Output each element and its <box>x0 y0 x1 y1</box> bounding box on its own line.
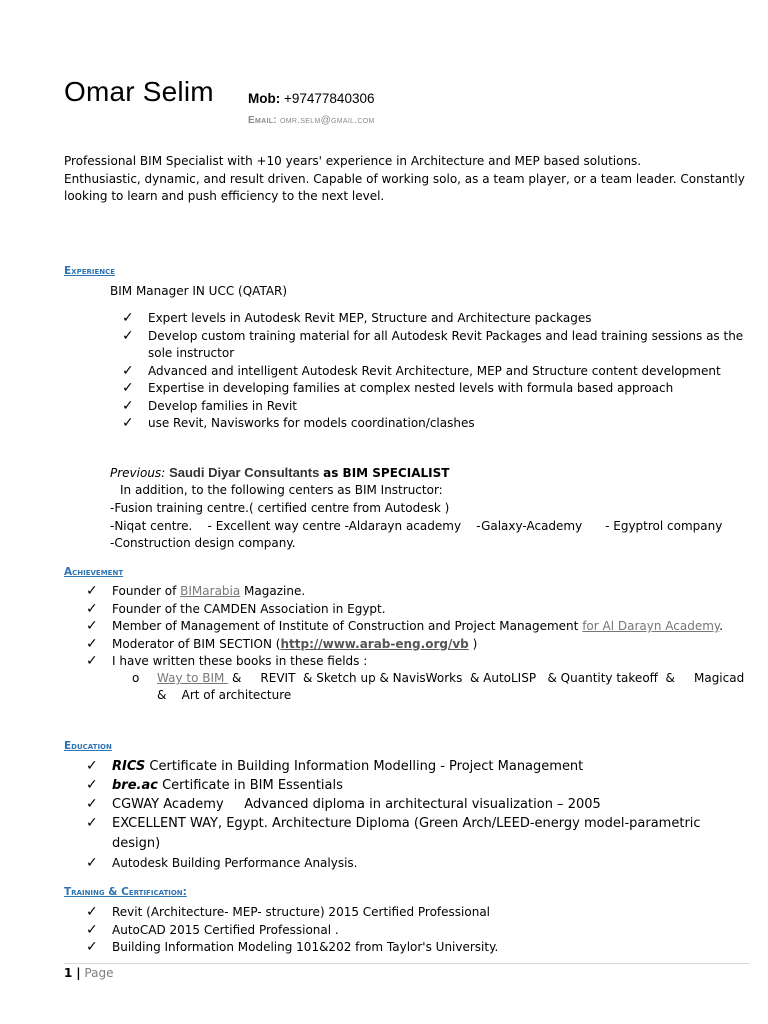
list-item: ✓ Advanced and intelligent Autodesk Revit Architecture, MEP and Structure content development <box>122 362 721 379</box>
mobile-label: Mob: <box>248 91 281 106</box>
list-item: ✓ I have written these books in these fields : <box>86 653 368 669</box>
previous-position <box>110 464 449 483</box>
list-item: ✓ Founder of the CAMDEN Association in Egypt. <box>86 600 386 617</box>
checkmark-icon: ✓ <box>122 415 134 431</box>
checkmark-icon: ✓ <box>122 380 134 396</box>
list-item: ✓ CGWAY Academy Advanced diploma in architectural visualization – 2005 <box>86 796 601 812</box>
centers-line: -Construction design company. <box>110 536 296 550</box>
books-line-2: & Art of architecture <box>157 688 292 702</box>
checkmark-icon: ✓ <box>86 939 98 955</box>
page-word: Page <box>84 966 114 980</box>
instructor-centers <box>110 500 722 553</box>
previous-role: as BIM SPECIALIST <box>323 466 450 480</box>
checkmark-icon: ✓ <box>86 855 98 871</box>
checkmark-icon: ✓ <box>86 777 98 793</box>
aldarayn-link[interactable]: for Al Darayn Academy <box>582 619 720 633</box>
education-bullets <box>86 757 701 873</box>
checkmark-icon: ✓ <box>122 362 134 379</box>
candidate-name: Omar Selim <box>64 76 214 107</box>
list-item: ✓ use Revit, Navisworks for models coordination/clashes <box>122 415 475 431</box>
way-to-bim-link[interactable]: Way to BIM <box>157 671 229 685</box>
education-heading: Education <box>64 740 112 752</box>
instructor-line: In addition, to the following centers as BIM Instructor: <box>120 483 443 497</box>
list-item: ✓ Building Information Modeling 101&202 from Taylor's University. <box>86 939 499 955</box>
footer-divider <box>64 963 750 964</box>
summary-line: Enthusiastic, dynamic, and result driven. Capable of working solo, as a team player, or a team leader. Constantly <box>64 171 745 186</box>
list-item: ✓ Develop custom training material for all Autodesk Revit Packages and lead training sessions as the <box>122 327 744 344</box>
checkmark-icon: ✓ <box>122 310 134 326</box>
mobile-value: +97477840306 <box>284 91 375 106</box>
experience-bullets <box>122 310 743 433</box>
mobile-line <box>248 91 374 106</box>
checkmark-icon: ✓ <box>86 758 98 774</box>
checkmark-icon: ✓ <box>86 904 98 920</box>
achievement-bullets <box>86 583 723 671</box>
training-bullets <box>86 904 498 957</box>
bimarabia-link[interactable]: BIMarabia <box>180 584 241 598</box>
professional-summary <box>64 153 745 206</box>
list-item: ✓ Moderator of BIM SECTION (http://www.arab-eng.org/vb ) <box>86 635 478 652</box>
list-item: ✓ RICS Certificate in Building Information Modelling - Project Management <box>86 758 584 774</box>
summary-line: looking to learn and push efficiency to the next level. <box>64 189 385 203</box>
achievement-heading: Achievement <box>64 566 124 578</box>
list-item-continuation: sole instructor <box>148 346 235 360</box>
list-item: ✓ Expertise in developing families at complex nested levels with formula based approach <box>122 380 674 396</box>
page-footer <box>64 966 113 980</box>
list-item: ✓ AutoCAD 2015 Certified Professional . <box>86 921 339 938</box>
checkmark-icon: ✓ <box>86 600 98 617</box>
checkmark-icon: ✓ <box>86 635 98 652</box>
list-item: ✓ Member of Management of Institute of Construction and Project Management for Al Darayn Academy. <box>86 618 724 634</box>
list-item: ✓ Expert levels in Autodesk Revit MEP, Structure and Architecture packages <box>122 310 592 326</box>
checkmark-icon: ✓ <box>86 583 98 599</box>
checkmark-icon: ✓ <box>86 815 98 831</box>
page-number: 1 <box>64 966 73 980</box>
list-item: ✓ EXCELLENT WAY, Egypt. Architecture Diploma (Green Arch/LEED-energy model-parametric <box>86 815 701 831</box>
summary-line: Professional BIM Specialist with +10 years' experience in Architecture and MEP based solutions. <box>64 154 642 168</box>
centers-line: -Fusion training centre.( certified centre from Autodesk ) <box>110 501 450 515</box>
checkmark-icon: ✓ <box>86 653 98 669</box>
experience-role: BIM Manager IN UCC (QATAR) <box>110 284 288 298</box>
email-line <box>248 115 375 126</box>
sub-bullet-marker: o <box>132 671 140 685</box>
arab-eng-link[interactable]: http://www.arab-eng.org/vb <box>280 636 469 651</box>
email-value: omr.selm@gmail.com <box>280 115 375 126</box>
list-item: ✓ bre.ac Certificate in BIM Essentials <box>86 777 343 793</box>
previous-label: Previous: <box>110 466 166 480</box>
list-item: ✓ Founder of BIMarabia Magazine. <box>86 583 306 599</box>
previous-company: Saudi Diyar Consultants <box>169 465 320 480</box>
checkmark-icon: ✓ <box>122 327 134 344</box>
books-line: Way to BIM & REVIT & Sketch up & NavisWorks & AutoLISP & Quantity takeoff & Magicad <box>157 671 745 685</box>
list-item: ✓ Revit (Architecture- MEP- structure) 2015 Certified Professional <box>86 904 491 920</box>
list-item-continuation: design) <box>112 836 161 851</box>
page-separator: | <box>76 966 81 980</box>
checkmark-icon: ✓ <box>122 397 134 414</box>
list-item: ✓ Autodesk Building Performance Analysis. <box>86 855 358 871</box>
email-label: Email: <box>248 115 277 126</box>
checkmark-icon: ✓ <box>86 796 98 812</box>
checkmark-icon: ✓ <box>86 618 98 634</box>
experience-heading: Experience <box>64 265 116 277</box>
training-heading: Training & Certification: <box>64 886 187 898</box>
checkmark-icon: ✓ <box>86 921 98 938</box>
list-item: ✓ Develop families in Revit <box>122 397 298 414</box>
centers-line: -Niqat centre. - Excellent way centre -Aldarayn academy -Galaxy-Academy - Egyptrol company <box>110 518 723 533</box>
